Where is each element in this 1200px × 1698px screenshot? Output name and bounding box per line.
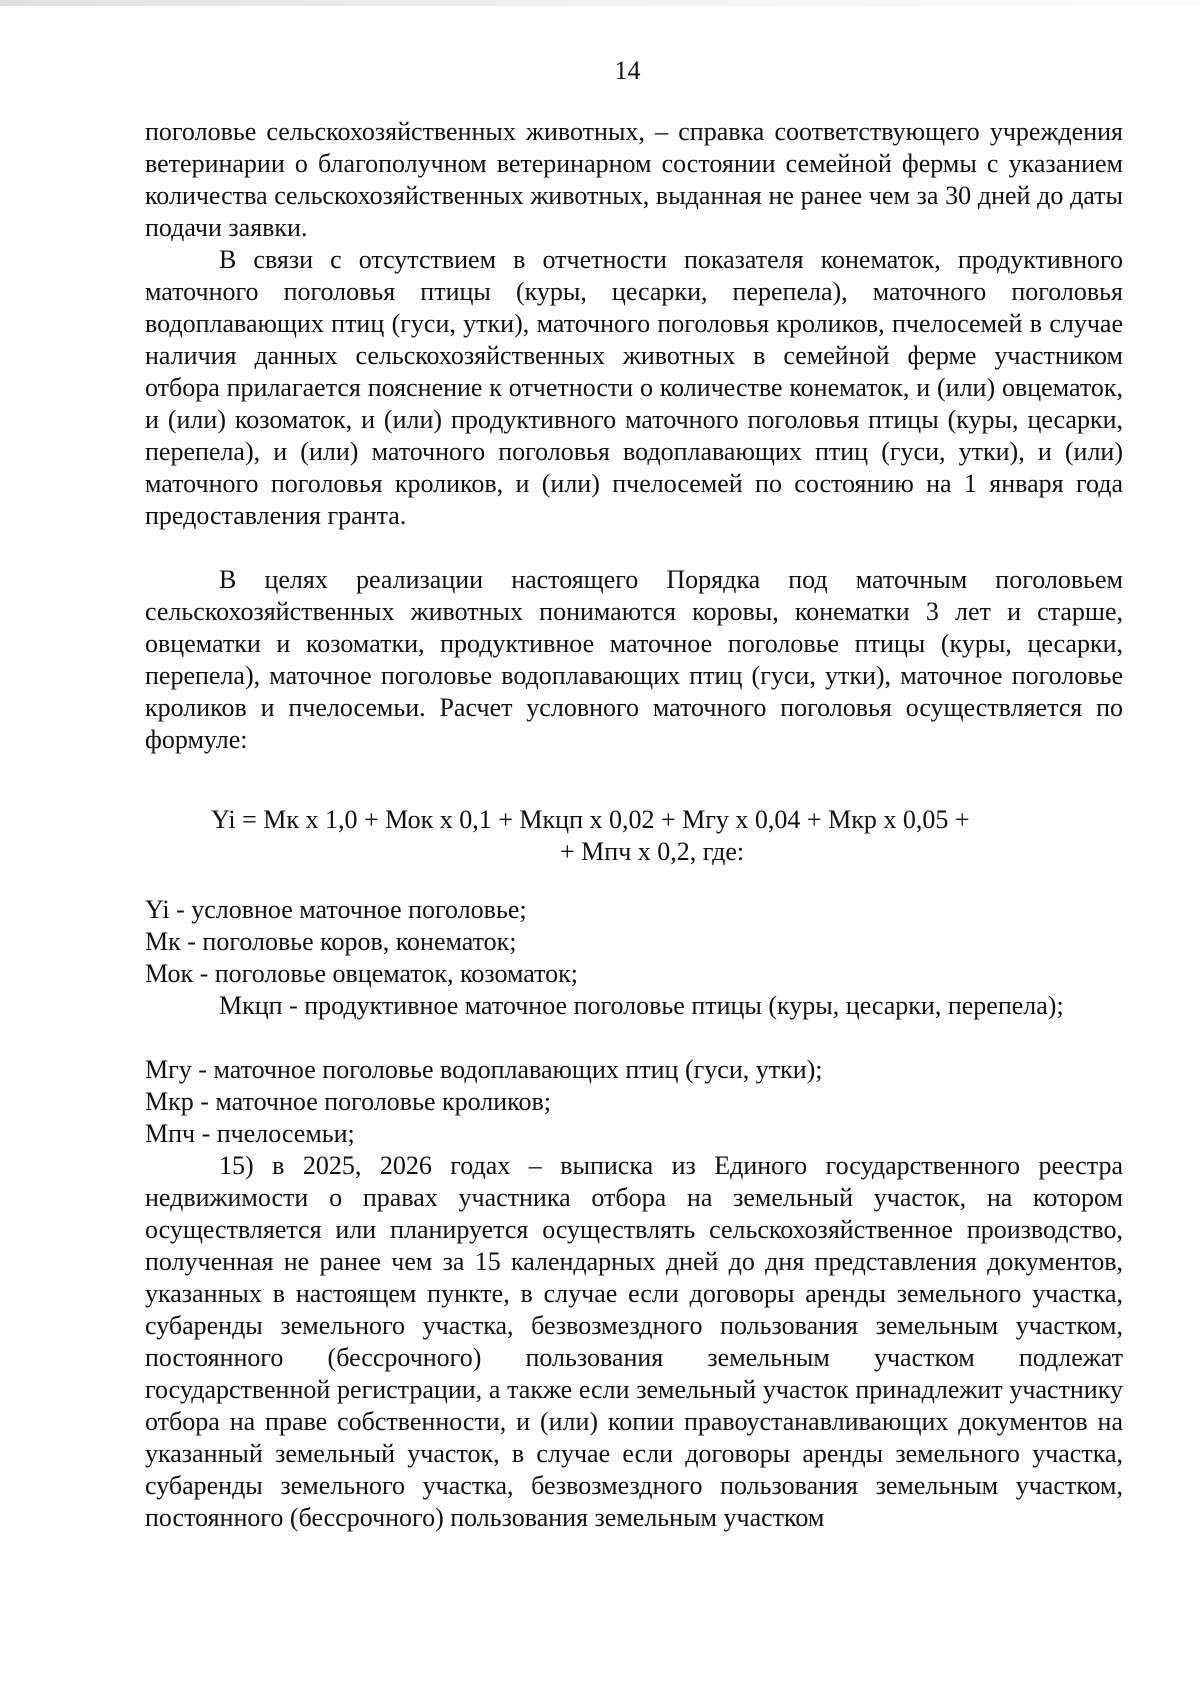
paragraph-item-15: 15) в 2025, 2026 годах – выписка из Единого государственного реестра недвижимости о правах участника отбора на земельный участок, на котором осуществляется или планируется осуществлять сельскохозяйственное производство, полученная не ранее чем за 15 календарных дней до дня представления документов, указанных в настоящем пункте, в случае если договоры аренды земельного участка, субаренды земельного участка, безвозмездного пользования земельным участком, постоянного (бессрочного) пользования земельным участком подлежат государственной регистрации, а также если земельный участок принадлежит участнику отбора на праве собственности, и (или) копии правоустанавливающих документов на указанный земельный участок, в случае если договоры аренды земельного участка, субаренды земельного участка, безвозмездного пользования земельным участком, постоянного (бессрочного) пользования земельным участком: [145, 1151, 1123, 1532]
formula-line-1: Yi = Мк х 1,0 + Мок х 0,1 + Мкцп х 0,02 + Мгу х 0,04 + Мкр х 0,05 +: [211, 805, 970, 834]
definition-mkr: Мкр - маточное поголовье кроликов;: [145, 1087, 551, 1116]
scan-edge-artifact: [0, 0, 1200, 6]
page-number: 14: [614, 56, 641, 85]
definition-mgu: Мгу - маточное поголовье водоплавающих птиц (гуси, утки);: [145, 1055, 823, 1084]
definition-mkcp: Мкцп - продуктивное маточное поголовье птицы (куры, цесарки, перепела);: [219, 991, 1064, 1020]
definition-mok: Мок - поголовье овцематок, козоматок;: [145, 959, 578, 988]
paragraph-reporting-explanation: В связи с отсутствием в отчетности показателя конематок, продуктивного маточного поголовья птицы (куры, цесарки, перепела), маточного поголовья водоплавающих птиц (гуси, утки), маточного поголовья кроликов, пчелосемей в случае наличия данных сельскохозяйственных животных в семейной ферме участником отбора прилагается пояснение к отчетности о количестве конематок, и (или) овцематок, и (или) козоматок, и (или) продуктивного маточного поголовья птицы (куры, цесарки, перепела), и (или) маточного поголовья водоплавающих птиц (гуси, утки), и (или) маточного поголовья кроликов, и (или) пчелосемей по состоянию на 1 января года предоставления гранта.: [145, 245, 1123, 530]
definition-mk: Мк - поголовье коров, конематок;: [145, 927, 517, 956]
paragraph-livestock-certificate: поголовье сельскохозяйственных животных, – справка соответствующего учреждения ветеринарии о благополучном ветеринарном состоянии семейной фермы с указанием количества сельскохозяйственных животных, выданная не ранее чем за 30 дней до даты подачи заявки.: [145, 117, 1123, 242]
formula-line-2: + Мпч х 0,2, где:: [560, 837, 745, 866]
definition-yi: Yi - условное маточное поголовье;: [145, 895, 527, 924]
paragraph-breeding-stock-definition: В целях реализации настоящего Порядка под маточным поголовьем сельскохозяйственных животных понимаются коровы, конематки 3 лет и старше, овцематки и козоматки, продуктивное маточное поголовье птицы (куры, цесарки, перепела), маточное поголовье водоплавающих птиц (гуси, утки), маточное поголовье кроликов и пчелосемьи. Расчет условного маточного поголовья осуществляется по формуле:: [145, 565, 1123, 754]
definition-mpch: Мпч - пчелосемьи;: [145, 1119, 355, 1148]
